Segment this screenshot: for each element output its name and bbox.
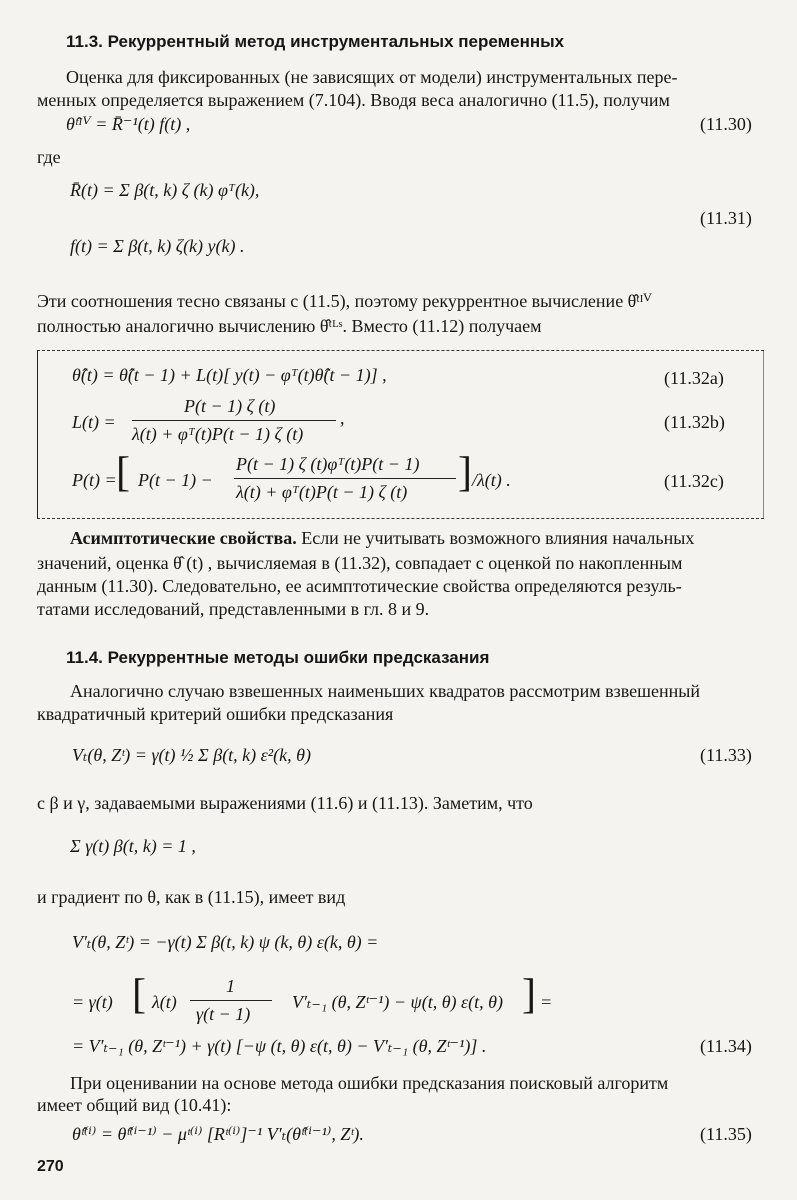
equation-11-34b-pre: = γ(t)	[72, 992, 113, 1012]
equation-tag: (11.35)	[700, 1124, 752, 1144]
equation-11-32b-lhs: L(t) =	[72, 412, 116, 432]
equation-sum: Σ γ(t) β(t, k) = 1 ,	[70, 836, 196, 856]
equation-11-31b: f(t) = Σ β(t, k) ζ(k) y(k) .	[70, 236, 245, 256]
equation-tag: (11.30)	[700, 114, 752, 134]
paragraph-line: Эти соотношения тесно связаны с (11.5), поэтому рекуррентное вычисление θ̂ᵗᴵⱽ	[37, 291, 652, 311]
bold-lead: Асимптотические свойства.	[70, 528, 297, 548]
paragraph-line: с β и γ, задаваемыми выражениями (11.6) и (11.13). Заметим, что	[37, 793, 533, 813]
fraction-denominator: λ(t) + φᵀ(t)P(t − 1) ζ (t)	[132, 424, 304, 444]
fraction-numerator: P(t − 1) ζ (t)φᵀ(t)P(t − 1)	[236, 454, 420, 474]
paragraph-line: При оценивании на основе метода ошибки предсказания поисковый алгоритм	[70, 1073, 669, 1093]
equation-11-32a: θ̂(t) = θ̂(t − 1) + L(t)[ y(t) − φᵀ(t)θ̂(t − 1)] ,	[72, 365, 387, 385]
box-top-border	[37, 350, 764, 351]
paragraph-line: квадратичный критерий ошибки предсказания	[37, 704, 394, 724]
equation-11-30: θ̂ᵗᴵⱽ = R̄⁻¹(t) f(t) ,	[66, 114, 191, 134]
box-right-border	[763, 350, 764, 518]
fraction-denominator: γ(t − 1)	[196, 1004, 251, 1024]
box-left-border	[37, 350, 38, 518]
paragraph-line: Аналогично случаю взвешенных наименьших квадратов рассмотрим взвешенный	[70, 681, 700, 701]
equation-tag: (11.32b)	[664, 412, 725, 432]
equation-tag: (11.32a)	[664, 368, 724, 388]
equation-11-34c: = V′ₜ₋₁ (θ, Zᵗ⁻¹) + γ(t) [−ψ (t, θ) ε(t, θ) − V′ₜ₋₁ (θ, Zᵗ⁻¹)] .	[72, 1036, 487, 1056]
left-bracket: [	[116, 450, 130, 496]
equation-11-32c-tail: /λ(t) .	[472, 470, 511, 490]
fraction-denominator: λ(t) + φᵀ(t)P(t − 1) ζ (t)	[236, 482, 408, 502]
book-page: 11.3. Рекуррентный метод инструментальных переменных Оценка для фиксированных (не зависящих от модели) инструментальных пере- менных определяется выражением (7.104). Вводя веса аналогично (11.5), получим θ̂ᵗᴵⱽ = R̄⁻¹(t) f(t) , (11.30) где R̄(t) = Σ β(t, k) ζ (k) φᵀ(k), f(t) = Σ β(t, k) ζ(k) y(k) . (11.31) Эти соотношения тесно связаны с (11.5), поэтому рекуррентное вычисление θ̂ᵗᴵⱽ полностью аналогично вычислению θ̂ᵗᴸˢ. Вместо (11.12) получаем θ̂(t) = θ̂(t − 1) + L(t)[ y(t) − φᵀ(t)θ̂(t − 1)] , (11.32a) L(t) = P(t − 1) ζ (t) λ(t) + φᵀ(t)P(t − 1) ζ (t) , (11.32b) P(t) = [ P(t − 1) − P(t − 1) ζ (t)φᵀ(t)P(t − 1) λ(t) + φᵀ(t)P(t − 1) ζ (t) ] /λ(t) . (11.32c) Асимптотические свойства. Если не учитывать возможного влияния начальных значений, оценка θ̂ (t) , вычисляемая в (11.32), совпадает с оценкой по накопленным данным (11.30). Следовательно, ее асимптотические свойства определяются резуль- татами исследований, представленными в гл. 8 и 9. 11.4. Рекуррентные методы ошибки предсказания Аналогично случаю взвешенных наименьших квадратов рассмотрим взвешенный квадратичный критерий ошибки предсказания Vₜ(θ, Zᵗ) = γ(t) ½ Σ β(t, k) ε²(k, θ) (11.33) с β и γ, задаваемыми выражениями (11.6) и (11.13). Заметим, что Σ γ(t) β(t, k) = 1 , и градиент по θ, как в (11.15), имеет вид V′ₜ(θ, Zᵗ) = −γ(t) Σ β(t, k) ψ (k, θ) ε(k, θ) = = γ(t) [ λ(t) 1 γ(t − 1) V′ₜ₋₁ (θ, Zᵗ⁻¹) − ψ(t, θ) ε(t, θ) ] = = V′ₜ₋₁ (θ, Zᵗ⁻¹) + γ(t) [−ψ (t, θ) ε(t, θ) − V′ₜ₋₁ (θ, Zᵗ⁻¹)] . (11.34) При оценивании на основе метода ошибки предсказания поисковый алгоритм имеет общий вид (10.41): θ̂ᵗ⁽ⁱ⁾ = θ̂ᵗ⁽ⁱ⁻¹⁾ − μᵗ⁽ⁱ⁾ [Rᵗ⁽ⁱ⁾]⁻¹ V′ₜ(θ̂ᵗ⁽ⁱ⁻¹⁾, Zᵗ). (11.35) 270	[0, 0, 797, 1200]
paragraph-line: менных определяется выражением (7.104). Вводя веса аналогично (11.5), получим	[37, 90, 670, 110]
left-bracket: [	[132, 972, 146, 1018]
equation-11-32c-lhs: P(t) =	[72, 470, 117, 490]
paragraph-line: значений, оценка θ̂ (t) , вычисляемая в (11.32), совпадает с оценкой по накопленным	[37, 553, 683, 573]
equation-11-34b-lambda: λ(t)	[152, 992, 177, 1012]
paragraph-line: Оценка для фиксированных (не зависящих от модели) инструментальных пере-	[66, 67, 678, 87]
paragraph-line: имеет общий вид (10.41):	[37, 1095, 232, 1115]
paragraph-line	[70, 527, 694, 550]
equation-11-34b-end: =	[540, 992, 553, 1012]
section-title-11-4: 11.4. Рекуррентные методы ошибки предсказания	[66, 648, 490, 667]
equation-tag: (11.32c)	[664, 471, 724, 491]
fraction-bar	[190, 1000, 272, 1001]
equation-11-35: θ̂ᵗ⁽ⁱ⁾ = θ̂ᵗ⁽ⁱ⁻¹⁾ − μᵗ⁽ⁱ⁾ [Rᵗ⁽ⁱ⁾]⁻¹ V′ₜ(θ̂ᵗ⁽ⁱ⁻¹⁾, Zᵗ).	[72, 1124, 364, 1144]
right-bracket: ]	[522, 972, 536, 1018]
equation-11-33: Vₜ(θ, Zᵗ) = γ(t) ½ Σ β(t, k) ε²(k, θ)	[72, 745, 311, 765]
page-number: 270	[37, 1158, 64, 1175]
paragraph-line: полностью аналогично вычислению θ̂ᵗᴸˢ. Вместо (11.12) получаем	[37, 316, 542, 336]
equation-tag: (11.31)	[700, 208, 752, 228]
equation-11-31a: R̄(t) = Σ β(t, k) ζ (k) φᵀ(k),	[70, 180, 260, 200]
equation-11-32c-term: P(t − 1) −	[138, 470, 213, 490]
equation-11-34b-post: V′ₜ₋₁ (θ, Zᵗ⁻¹) − ψ(t, θ) ε(t, θ)	[292, 992, 503, 1012]
paragraph-line: и градиент по θ, как в (11.15), имеет вид	[37, 887, 346, 907]
fraction-numerator: P(t − 1) ζ (t)	[184, 396, 276, 416]
fraction-numerator: 1	[226, 976, 235, 996]
paragraph-line: данным (11.30). Следовательно, ее асимптотические свойства определяются резуль-	[37, 576, 682, 596]
right-bracket: ]	[458, 450, 472, 496]
fraction-bar	[132, 420, 336, 421]
equation-tag: (11.34)	[700, 1036, 752, 1056]
section-title-11-3: 11.3. Рекуррентный метод инструментальных переменных	[66, 32, 565, 51]
paragraph-line: татами исследований, представленными в гл. 8 и 9.	[37, 599, 430, 619]
equation-tag: (11.33)	[700, 745, 752, 765]
box-bottom-border	[37, 518, 764, 519]
paragraph-word: где	[37, 147, 61, 167]
paragraph-text: Если не учитывать возможного влияния начальных	[296, 528, 695, 548]
fraction-bar	[234, 478, 456, 479]
equation-11-34a: V′ₜ(θ, Zᵗ) = −γ(t) Σ β(t, k) ψ (k, θ) ε(k, θ) =	[72, 932, 379, 952]
